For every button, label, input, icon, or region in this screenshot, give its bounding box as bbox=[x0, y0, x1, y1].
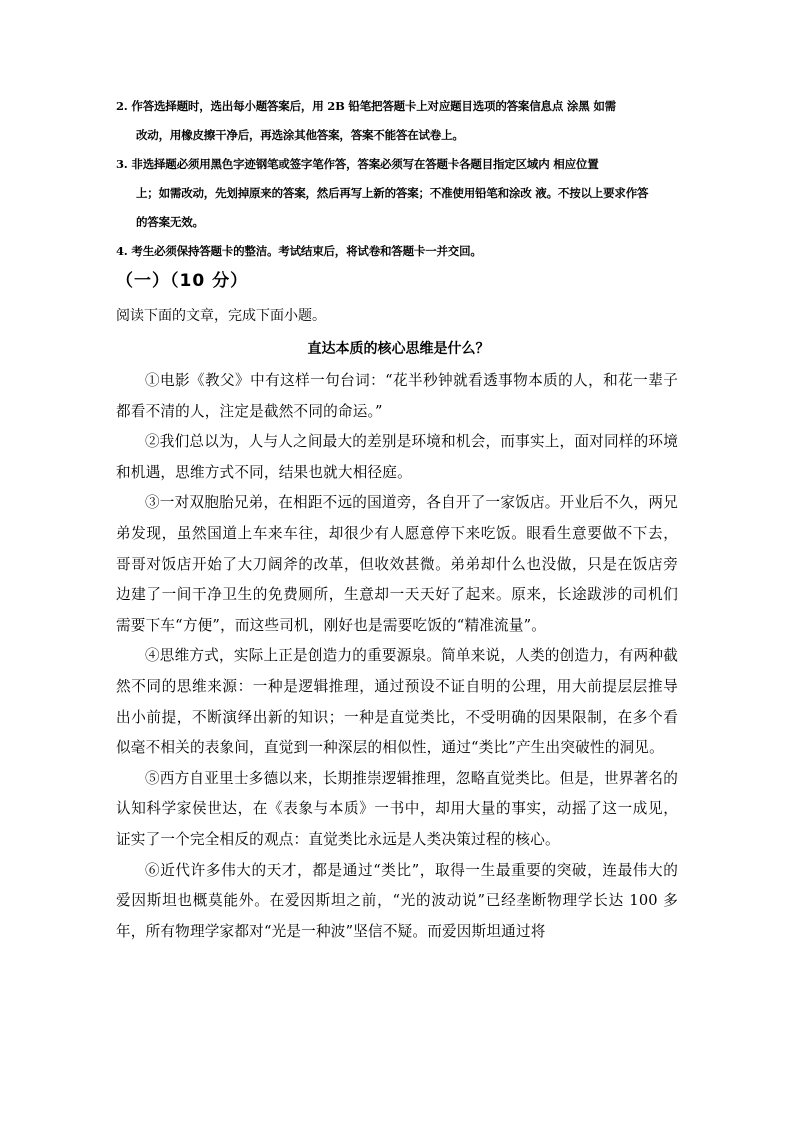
instruction-item-4 bbox=[116, 237, 681, 266]
instruction-2-line-1: 2. 作答选择题时，选出每小题答案后，用 2B 铅笔把答题卡上对应题目选项的答案信息点 涂黑 如需 bbox=[116, 99, 616, 113]
article-paragraph-2: ②我们总以为，人与人之间最大的差别是环境和机会，而事实上，面对同样的环境和机遇，思维方式不同，结果也就大相径庭。 bbox=[116, 433, 678, 481]
article-paragraph-4: ④思维方式，实际上正是创造力的重要源泉。简单来说，人类的创造力，有两种截然不同的思维来源：一种是逻辑推理，通过预设不证自明的公理，用大前提层层推导出小前提，不断演绎出新的知识；一种是直觉类比，不受明确的因果限制，在多个看似毫不相关的表象间，直觉到一种深层的相似性，通过“类比”产生出突破性的洞见。 bbox=[116, 647, 678, 757]
instruction-3-line-3: 的答案无效。 bbox=[136, 215, 204, 229]
article-paragraph-5: ⑤西方自亚里士多德以来，长期推崇逻辑推理，忽略直觉类比。但是，世界著名的认知科学家侯世达，在《表象与本质》一书中，却用大量的事实，动摇了这一成见，证实了一个完全相反的观点：直觉类比永远是人类决策过程的核心。 bbox=[116, 769, 678, 848]
article-body bbox=[116, 366, 678, 947]
article-paragraph-1: ①电影《教父》中有这样一句台词：“花半秒钟就看透事物本质的人，和花一辈子都看不清的人，注定是截然不同的命运。” bbox=[116, 372, 678, 420]
section-heading: （一）（10 分） bbox=[116, 271, 249, 291]
reading-prompt: 阅读下面的文章，完成下面小题。 bbox=[116, 308, 326, 324]
article-title: 直达本质的核心思维是什么？ bbox=[307, 341, 490, 357]
exam-instructions bbox=[116, 92, 681, 266]
instruction-item-2 bbox=[116, 92, 681, 150]
article-paragraph-3: ③一对双胞胎兄弟，在相距不远的国道旁，各自开了一家饭店。开业后不久，两兄弟发现，虽然国道上车来车往，却很少有人愿意停下来吃饭。眼看生意要做不下去，哥哥对饭店开始了大刀阔斧的改革，但收效甚微。弟弟却什么也没做，只是在饭店旁边建了一间干净卫生的免费厕所，生意却一天天好了起来。原来，长途跋涉的司机们需要下车“方便”，而这些司机，刚好也是需要吃饭的“精准流量”。 bbox=[116, 494, 678, 634]
instruction-3-line-1: 3. 非选择题必须用黑色字迹钢笔或签字笔作答，答案必须写在答题卡各题目指定区域内 相应位置 bbox=[116, 157, 599, 171]
instruction-3-line-2: 上；如需改动，先划掉原来的答案，然后再写上新的答案；不准使用铅笔和涂改 液。不按以上要求作答 bbox=[136, 186, 649, 200]
instruction-2-line-2: 改动，用橡皮擦干净后，再选涂其他答案，答案不能答在试卷上。 bbox=[136, 128, 464, 142]
article-paragraph-6: ⑥近代许多伟大的天才，都是通过“类比”，取得一生最重要的突破，连最伟大的爱因斯坦也概莫能外。在爱因斯坦之前，“光的波动说”已经垄断物理学长达 100 多年，所有物理学家都对“光是一种波”坚信不疑。而爱因斯坦通过将 bbox=[116, 861, 678, 940]
instruction-item-3 bbox=[116, 150, 681, 237]
instruction-4-line-1: 4. 考生必须保持答题卡的整洁。考试结束后，将试卷和答题卡一并交回。 bbox=[116, 244, 482, 258]
